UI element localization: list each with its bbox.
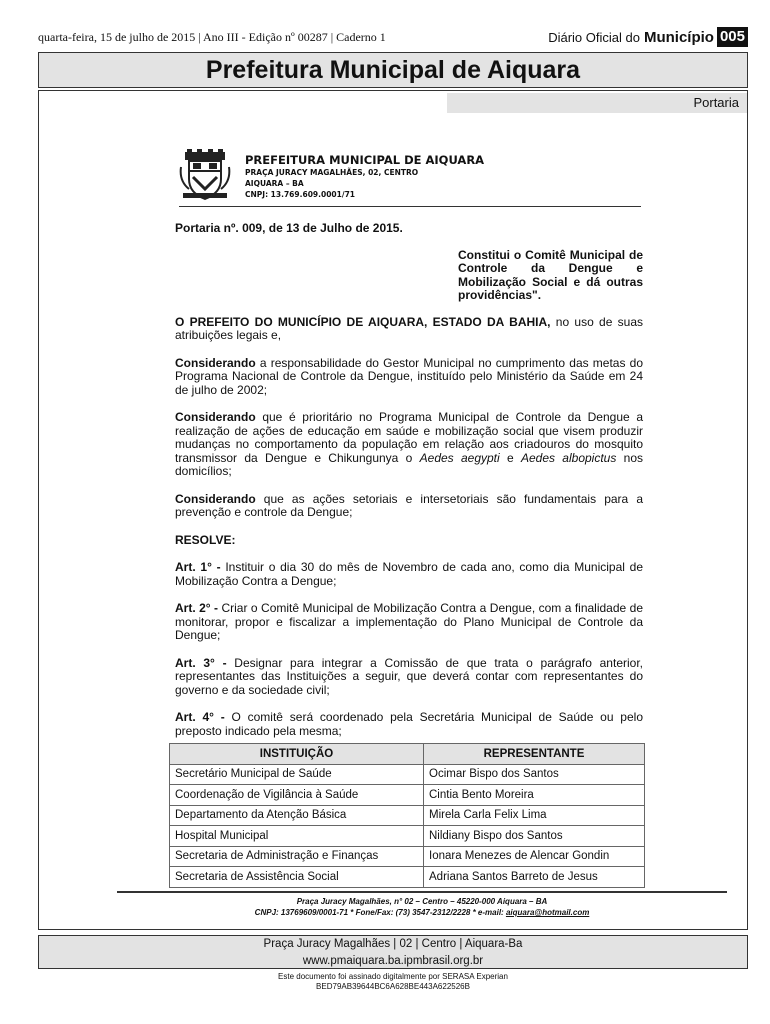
considerando-1-text: a responsabilidade do Gestor Municipal no cumprimento das metas do Programa Nacional de Controle da Dengue, instituído pelo Ministério da Saúde em 24 de julho de 2002; <box>175 355 643 397</box>
article-4 <box>175 711 643 738</box>
considerando-2 <box>175 411 643 479</box>
edition-header <box>38 27 748 47</box>
column-header-representante: REPRESENTANTE <box>424 744 645 765</box>
signature-hash: BED79AB39644BC6A628BE443A622526B <box>316 982 470 991</box>
letterhead-title: PREFEITURA MUNICIPAL DE AIQUARA <box>245 153 485 167</box>
table-row <box>170 785 645 806</box>
address-line-1: Praça Juracy Magalhães, n° 02 – Centro – 45220-000 Aiquara – BA <box>296 897 548 906</box>
considerando-1 <box>175 357 643 398</box>
document-body <box>175 222 643 752</box>
institution-cell: Secretário Municipal de Saúde <box>170 764 424 785</box>
address-divider <box>117 891 727 893</box>
table-row <box>170 826 645 847</box>
considerando-label: Considerando <box>175 491 256 506</box>
article-1-label: Art. 1° - <box>175 560 221 574</box>
institutions-table <box>169 743 645 888</box>
institution-cell: Departamento da Atenção Básica <box>170 805 424 826</box>
table-row <box>170 764 645 785</box>
species-albopictus: Aedes albopictus <box>520 450 617 465</box>
institution-cell: Hospital Municipal <box>170 826 424 847</box>
representative-cell: Ocimar Bispo dos Santos <box>424 764 645 785</box>
article-3-text: Designar para integrar a Comissão de que trata o parágrafo anterior, representantes das Instituições a seguir, que deverá contar com representantes do governo e da sociedade civil; <box>175 655 643 697</box>
considerando-3-text: que as ações setoriais e intersetoriais são fundamentais para a prevenção e controle da Dengue; <box>175 491 643 519</box>
institution-cell: Secretaria de Administração e Finanças <box>170 846 424 867</box>
page-footer <box>38 935 748 969</box>
intro-text: no uso de suas atribuições legais e, <box>175 314 643 342</box>
institution-cell: Coordenação de Vigilância à Saúde <box>170 785 424 806</box>
intro-bold: O PREFEITO DO MUNICÍPIO DE AIQUARA, ESTADO DA BAHIA, <box>175 314 551 329</box>
considerando-label: Considerando <box>175 410 256 424</box>
municipal-crest-icon <box>179 149 231 201</box>
address-line-2 <box>117 908 727 917</box>
letterhead-city: AIQUARA – BA <box>245 179 304 188</box>
article-4-text: O comitê será coordenado pela Secretária Municipal de Saúde ou pelo preposto indicado pela mesma; <box>175 710 643 738</box>
footer-website-link[interactable]: www.pmaiquara.ba.ipmbrasil.org.br <box>302 955 484 967</box>
brand-main: Município <box>643 28 714 46</box>
signature-note: Este documento foi assinado digitalmente por SERASA Experian <box>278 972 508 981</box>
representative-cell: Adriana Santos Barreto de Jesus <box>424 867 645 888</box>
species-aegypti: Aedes aegypti <box>419 450 500 465</box>
table-row <box>170 805 645 826</box>
representative-cell: Mirela Carla Felix Lima <box>424 805 645 826</box>
gazette-brand <box>548 27 748 47</box>
page-title: Prefeitura Municipal de Aiquara <box>205 56 581 84</box>
resolve-label: RESOLVE: <box>175 532 236 547</box>
resolve-heading <box>175 534 643 548</box>
article-2-label: Art. 2° - <box>175 601 219 615</box>
letterhead-address: PRAÇA JURACY MAGALHÃES, 02, CENTRO <box>245 168 419 177</box>
table-row <box>170 846 645 867</box>
institution-cell: Secretaria de Assistência Social <box>170 867 424 888</box>
title-bar <box>38 52 748 88</box>
considerando-label: Considerando <box>175 355 256 370</box>
email-link[interactable]: aiquara@hotmail.com <box>505 908 590 917</box>
table-row <box>170 867 645 888</box>
column-header-instituicao: INSTITUIÇÃO <box>170 744 424 765</box>
digital-signature <box>38 972 748 992</box>
article-2 <box>175 602 643 643</box>
article-3 <box>175 657 643 698</box>
article-4-label: Art. 4° - <box>175 710 225 724</box>
representative-cell: Cintia Bento Moreira <box>424 785 645 806</box>
considerando-3 <box>175 493 643 520</box>
contact-text: CNPJ: 13769609/0001-71 * Fone/Fax: (73) 3547-2312/2228 * e-mail: <box>254 908 506 917</box>
footer-address: Praça Juracy Magalhães | 02 | Centro | Aiquara-Ba <box>263 938 523 950</box>
edition-line: quarta-feira, 15 de julho de 2015 | Ano III - Edição nº 00287 | Caderno 1 <box>38 30 386 44</box>
article-3-label: Art. 3° - <box>175 655 227 670</box>
article-1 <box>175 561 643 588</box>
page-number: 005 <box>717 27 748 47</box>
considerando-2-end: nos domicílios; <box>175 450 643 478</box>
intro-paragraph <box>175 316 643 343</box>
article-2-text: Criar o Comitê Municipal de Mobilização Contra a Dengue, com a finalidade de monitorar, propor e fiscalizar a implementação do Plano Municipal de Controle da Dengue; <box>175 601 643 642</box>
brand-prefix: Diário Oficial do <box>548 29 640 45</box>
table-header-row <box>170 744 645 765</box>
considerando-2-text: que é prioritário no Programa Municipal de Controle da Dengue a realização de ações de educação em saúde e mobilização social que visem produzir mudanças no comportamento da população em relação aos criadouros do mosquito transmissor da Dengue e Chikungunya o <box>175 410 643 465</box>
document-frame <box>38 90 748 930</box>
representative-cell: Ionara Menezes de Alencar Gondin <box>424 846 645 867</box>
section-tag: Portaria <box>447 93 747 113</box>
portaria-summary: Constitui o Comitê Municipal de Controle da Dengue e Mobilização Social e dá outras providências". <box>458 247 643 302</box>
representative-cell: Nildiany Bispo dos Santos <box>424 826 645 847</box>
portaria-heading: Portaria nº. 009, de 13 de Julho de 2015. <box>175 221 403 235</box>
letterhead-cnpj: CNPJ: 13.769.609.0001/71 <box>245 190 356 199</box>
conjunction: e <box>499 450 521 465</box>
article-1-text: Instituir o dia 30 do mês de Novembro de cada ano, como dia Municipal de Mobilização Contra a Dengue; <box>175 560 643 588</box>
letterhead <box>179 149 641 207</box>
